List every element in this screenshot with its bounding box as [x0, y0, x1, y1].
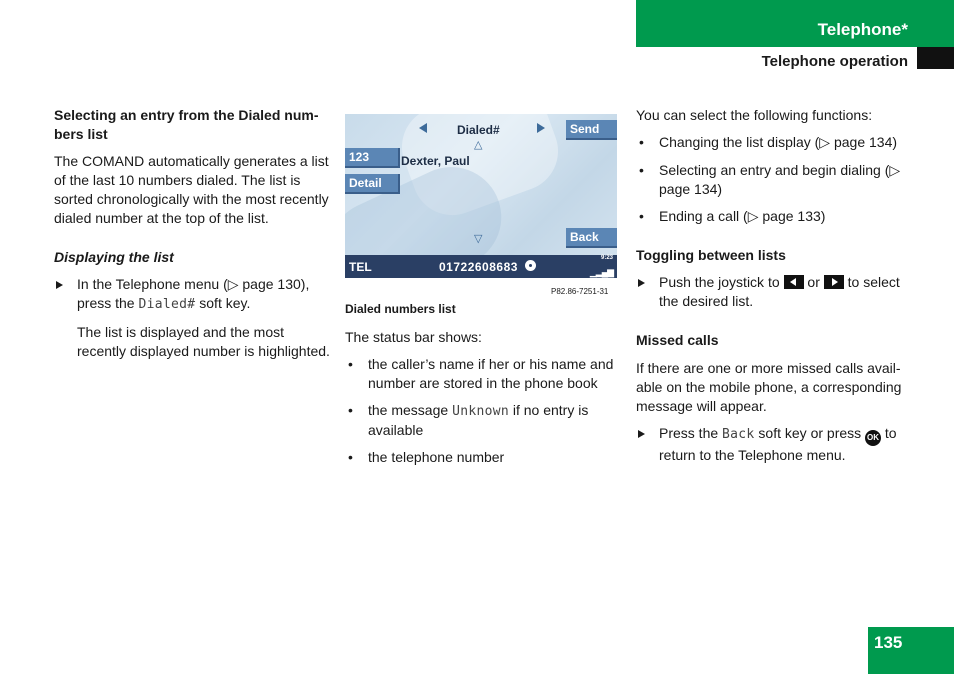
right-column — [636, 106, 914, 465]
step-text-pre: Push the joystick to — [659, 274, 784, 290]
list-left-arrow-icon — [419, 123, 427, 133]
section-title: Telephone* — [817, 20, 908, 39]
soft-key-name: Dialed# — [138, 297, 196, 312]
bullet-text: Selecting an entry and begin dialing (▷ page 134) — [659, 162, 901, 197]
list-title: Dialed# — [457, 123, 500, 137]
123-soft-key[interactable]: 123 — [345, 148, 400, 168]
dialed-numbers-screen — [345, 114, 617, 278]
bullet-icon: • — [639, 208, 644, 224]
instruction-step — [636, 273, 914, 311]
detail-soft-key[interactable]: Detail — [345, 174, 400, 194]
step-arrow-icon — [56, 281, 63, 289]
joystick-left-icon — [784, 275, 804, 289]
instruction-step — [54, 275, 330, 314]
status-label: TEL — [349, 260, 372, 274]
page-number-tab — [868, 627, 954, 674]
middle-column — [345, 328, 619, 467]
bullet-icon: • — [639, 134, 644, 150]
bullet-icon: • — [348, 449, 353, 465]
image-caption: Dialed numbers list — [345, 302, 456, 316]
step-text-pre: Press the — [659, 425, 723, 441]
list-item — [636, 207, 914, 226]
image-code: P82.86-7251-31 — [551, 287, 609, 296]
status-bar — [345, 255, 617, 278]
list-item — [345, 401, 619, 440]
status-time: 9:23 — [600, 255, 613, 261]
message-name: Unknown — [452, 404, 509, 419]
heading-line-1: Selecting an entry from the Dialed num- — [54, 107, 319, 123]
step-text-mid: soft key or press — [754, 425, 866, 441]
list-right-arrow-icon — [537, 123, 545, 133]
bullet-text: the caller’s name if her or his name and number are stored in the phone book — [368, 356, 614, 391]
bullet-text-pre: the message — [368, 402, 453, 418]
status-phone-number: 01722608683 — [439, 260, 518, 274]
list-item — [345, 355, 619, 393]
dialed-entry-name: Dexter, Paul — [401, 154, 470, 168]
section-tab — [636, 0, 954, 47]
list-item — [636, 161, 914, 199]
step-result: The list is displayed and the most recently displayed number is highlighted. — [77, 324, 330, 359]
list-item — [345, 448, 619, 467]
bullet-icon: • — [348, 402, 353, 418]
bullet-text-post: if no entry is available — [368, 402, 589, 438]
scroll-down-icon: ▽ — [474, 233, 483, 245]
scroll-up-icon: △ — [474, 139, 483, 151]
page-number: 135 — [874, 633, 903, 652]
soft-key-name: Back — [722, 427, 755, 442]
bullet-icon: • — [639, 162, 644, 178]
list-item — [636, 133, 914, 152]
step-arrow-icon — [638, 430, 645, 438]
missed-calls-heading: Missed calls — [636, 332, 719, 348]
joystick-right-icon — [824, 275, 844, 289]
send-soft-key[interactable]: Send — [566, 120, 617, 140]
subsection-marker — [917, 47, 954, 69]
step-text-or: or — [803, 274, 824, 290]
step-text-pre: In the Telephone menu (▷ page 130), press the — [77, 276, 310, 311]
bullet-icon: • — [348, 356, 353, 372]
intro-paragraph: The COMAND automatically generates a list of the last 10 numbers dialed. The list is sorted chronologically with the most recently dialed number at the top of the list. — [54, 153, 329, 226]
signal-strength-icon: ▁▂▄▆ — [589, 267, 613, 277]
bullet-text: Ending a call (▷ page 133) — [659, 208, 826, 224]
section-heading — [54, 106, 330, 144]
status-bar-intro: The status bar shows: — [345, 329, 482, 345]
disc-icon — [525, 260, 536, 271]
ok-button-icon: OK — [865, 430, 881, 446]
step-arrow-icon — [638, 279, 645, 287]
step-text-post: to select the desired list. — [659, 274, 900, 309]
left-column — [54, 106, 330, 361]
toggle-heading: Toggling between lists — [636, 247, 786, 263]
bullet-text: the telephone number — [368, 449, 505, 465]
missed-calls-paragraph: If there are one or more missed calls avail- able on the mobile phone, a corresponding message will appear. — [636, 360, 902, 414]
subsection-title: Telephone operation — [761, 53, 908, 70]
heading-line-2: bers list — [54, 126, 108, 142]
step-text-post: to return to the Telephone menu. — [659, 425, 897, 463]
back-soft-key[interactable]: Back — [566, 228, 617, 248]
functions-intro: You can select the following functions: — [636, 107, 873, 123]
bullet-text: Changing the list display (▷ page 134) — [659, 134, 898, 150]
instruction-step — [636, 424, 914, 465]
sub-heading: Displaying the list — [54, 249, 174, 265]
step-text-post: soft key. — [195, 295, 251, 311]
